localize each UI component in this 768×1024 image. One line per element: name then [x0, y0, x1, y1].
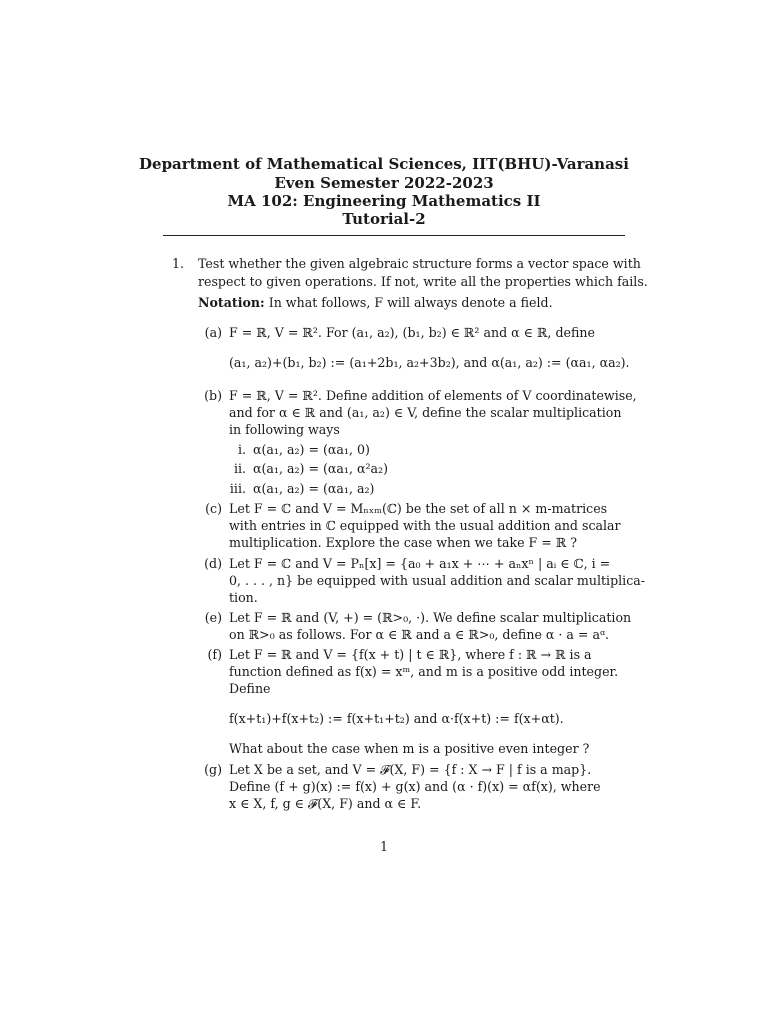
department-title: Department of Mathematical Sciences, IIT(BHU)-Varanasi — [139, 155, 629, 173]
part-f-line2: function defined as f(x) = xᵐ, and m is a positive odd integer. — [229, 664, 619, 679]
part-b-line2: and for α ∈ ℝ and (a₁, a₂) ∈ V, define the scalar multiplication — [229, 405, 622, 420]
part-e-label: (e) — [204, 610, 222, 625]
part-e-line2: on ℝ>₀ as follows. For α ∈ ℝ and a ∈ ℝ>₀, define α · a = aᵅ. — [229, 627, 610, 642]
question-text-line1: Test whether the given algebraic structure forms a vector space with — [198, 256, 641, 271]
page-number: 1 — [379, 839, 388, 854]
part-e-line1: Let F = ℝ and (V, +) = (ℝ>₀, ·). We define scalar multiplication — [229, 610, 632, 625]
header-divider — [163, 235, 625, 236]
part-b-line3: in following ways — [229, 422, 340, 437]
part-f-label: (f) — [207, 647, 222, 662]
part-b-item-i-text: α(a₁, a₂) = (αa₁, 0) — [253, 442, 370, 457]
part-b-item-ii-label: ii. — [233, 461, 246, 476]
part-c-label: (c) — [205, 501, 222, 516]
part-g-label: (g) — [204, 762, 222, 777]
part-d-label: (d) — [204, 556, 222, 571]
part-b-line1: F = ℝ, V = ℝ². Define addition of elements of V coordinatewise, — [229, 388, 637, 403]
part-c-line2: with entries in ℂ equipped with the usual addition and scalar — [229, 518, 621, 533]
question-number: 1. — [172, 256, 185, 271]
part-f-display: f(x+t₁)+f(x+t₂) := f(x+t₁+t₂) and α·f(x+t) := f(x+αt). — [229, 711, 564, 726]
part-d-line2: 0, . . . , n} be equipped with usual addition and scalar multiplica- — [229, 573, 646, 588]
notation-line — [198, 293, 553, 312]
part-f-line4: What about the case when m is a positive even integer ? — [229, 741, 590, 756]
part-b-item-ii-text: α(a₁, a₂) = (αa₁, α²a₂) — [253, 461, 389, 476]
part-a-display: (a₁, a₂)+(b₁, b₂) := (a₁+2b₁, a₂+3b₂), and α(a₁, a₂) := (αa₁, αa₂). — [229, 355, 630, 370]
part-f-line3: Define — [229, 681, 271, 696]
part-c-line3: multiplication. Explore the case when we take F = ℝ ? — [229, 535, 578, 550]
notation-text: In what follows, F will always denote a field. — [268, 295, 553, 310]
part-a-line1: F = ℝ, V = ℝ². For (a₁, a₂), (b₁, b₂) ∈ ℝ² and α ∈ ℝ, define — [229, 325, 595, 340]
part-c-line1: Let F = ℂ and V = Mₙₓₘ(ℂ) be the set of all n × m-matrices — [229, 501, 608, 516]
part-b-label: (b) — [204, 388, 222, 403]
question-text-line2: respect to given operations. If not, write all the properties which fails. — [198, 274, 648, 289]
semester-line: Even Semester 2022-2023 — [274, 174, 494, 192]
part-g-line1: Let X be a set, and V = 𝓕(X, F) = {f : X → F | f is a map}. — [229, 762, 592, 777]
part-a-label: (a) — [204, 325, 222, 340]
course-title: MA 102: Engineering Mathematics II — [227, 192, 541, 210]
part-f-line1: Let F = ℝ and V = {f(x + t) | t ∈ ℝ}, where f : ℝ → ℝ is a — [229, 647, 592, 662]
notation-label: Notation: — [198, 295, 265, 310]
part-b-item-iii-text: α(a₁, a₂) = (αa₁, a₂) — [253, 481, 375, 496]
part-b-item-iii-label: iii. — [229, 481, 246, 496]
tutorial-title: Tutorial-2 — [342, 210, 426, 228]
part-b-item-i-label: i. — [237, 442, 246, 457]
part-g-line3: x ∈ X, f, g ∈ 𝓕(X, F) and α ∈ F. — [229, 796, 422, 811]
part-d-line1: Let F = ℂ and V = Pₙ[x] = {a₀ + a₁x + ⋯ + aₙxⁿ | aᵢ ∈ ℂ, i = — [229, 556, 611, 571]
part-g-line2: Define (f + g)(x) := f(x) + g(x) and (α · f)(x) = αf(x), where — [229, 779, 601, 794]
part-d-line3: tion. — [229, 590, 258, 605]
